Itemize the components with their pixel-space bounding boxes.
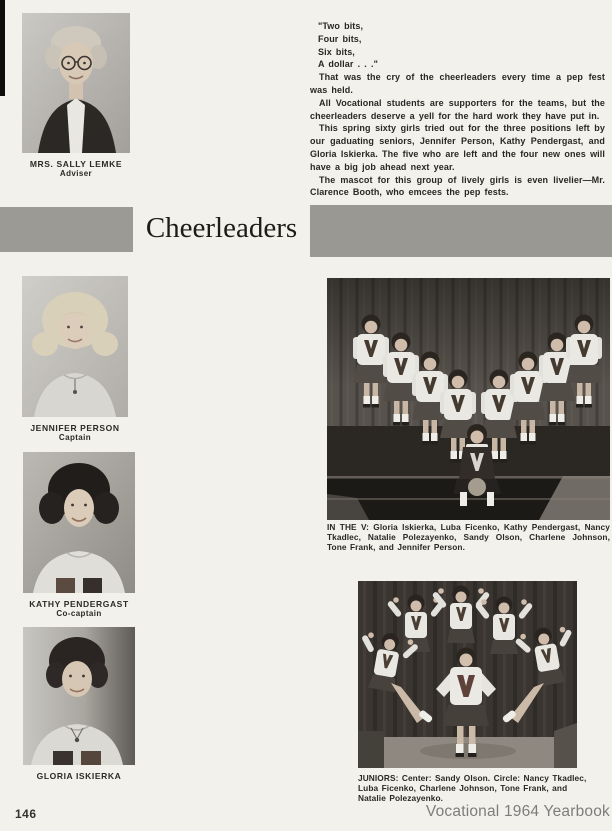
page-title: Cheerleaders xyxy=(145,212,298,244)
quote-line: "Two bits, xyxy=(318,21,364,31)
kathy-pendergast-photo xyxy=(23,452,135,593)
adviser-caption xyxy=(22,159,130,179)
headline-bar-left xyxy=(0,207,133,252)
adviser-photo xyxy=(22,13,130,153)
portrait-name: JENNIFER PERSON xyxy=(30,423,120,433)
portrait-role: Co-captain xyxy=(56,609,102,618)
portrait-caption xyxy=(23,599,135,619)
portrait-kathy-pendergast xyxy=(23,452,135,619)
intro-paragraph: That was the cry of the cheerleaders every time a pep fest was held. xyxy=(310,72,605,95)
portrait-caption xyxy=(22,423,128,443)
portrait-gloria-iskierka xyxy=(23,627,135,781)
portrait-jennifer-person xyxy=(22,276,128,443)
intro-paragraph: The mascot for this group of lively girls is even livelier—Mr. Clarence Booth, who emcees the pep fests. xyxy=(310,174,605,198)
group-caption-in-the-v: IN THE V: Gloria Iskierka, Luba Ficenko, Kathy Pendergast, Nancy Tkadlec, Natalie Polezayenko, Sandy Olson, Charlene Johnson, Tone Frank, and Jennifer Person. xyxy=(327,522,610,552)
quote-line: A dollar . . ." xyxy=(318,59,378,70)
quote-line: Four bits, xyxy=(318,33,362,44)
headline-bar-right xyxy=(310,205,612,257)
portrait-name: KATHY PENDERGAST xyxy=(29,599,129,609)
jennifer-person-photo xyxy=(22,276,128,417)
page-number: 146 xyxy=(15,807,37,821)
group-caption-juniors: JUNIORS: Center: Sandy Olson. Circle: Nancy Tkadlec, Luba Ficenko, Charlene Johnson, Tone Frank, and Natalie Polezayenko. xyxy=(358,773,587,803)
watermark: Vocational 1964 Yearbook xyxy=(425,803,610,820)
group-photo-juniors xyxy=(358,581,577,768)
adviser-role: Adviser xyxy=(59,169,93,178)
gutter-mark xyxy=(0,0,5,96)
intro-paragraph: This spring sixty girls tried out for the three positions left by our gaduating seniors, Jennifer Person, Kathy Pendergast, and Gloria Iskierka. The five who are left and the four new ones will have a big job ahead next year. xyxy=(310,123,605,172)
portrait-name: GLORIA ISKIERKA xyxy=(36,771,122,781)
quote-line: Six bits, xyxy=(318,46,355,57)
portrait-caption xyxy=(23,771,135,781)
portrait-role: Captain xyxy=(58,433,92,442)
intro-text xyxy=(310,20,605,199)
group-photo-in-the-v xyxy=(327,278,610,520)
intro-paragraph: All Vocational students are supporters for the teams, but the cheerleaders deserve a yell for the hard work they have put in. xyxy=(310,97,605,121)
gloria-iskierka-photo xyxy=(23,627,135,765)
adviser-name: MRS. SALLY LEMKE xyxy=(29,159,123,169)
adviser-portrait xyxy=(22,13,130,179)
